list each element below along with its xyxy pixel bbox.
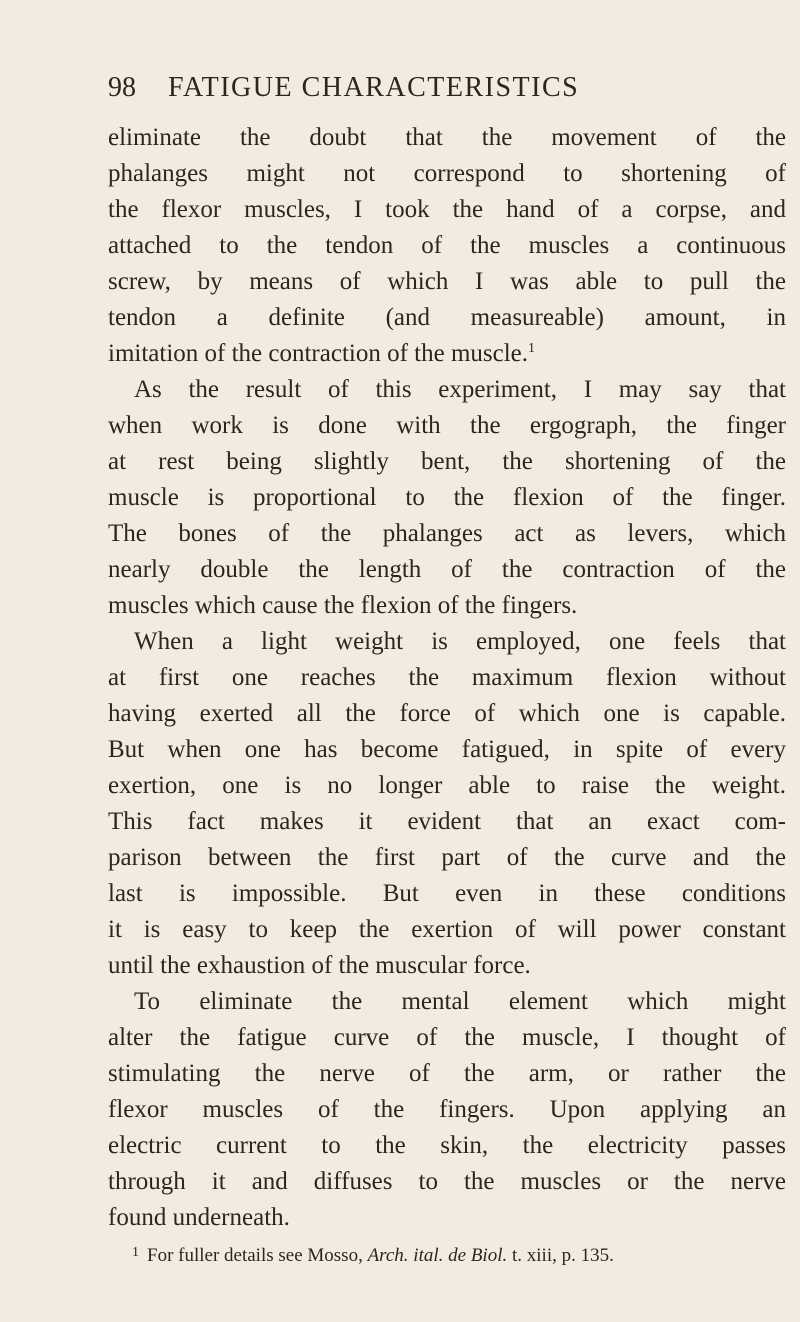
text-line-content: To eliminate the mental element which might <box>134 988 786 1015</box>
running-head <box>108 72 786 116</box>
running-title: FATIGUE CHARACTERISTICS <box>168 72 580 103</box>
text-line-content: But when one has become fatigued, in spite of every <box>108 736 786 763</box>
text-line <box>108 984 786 1020</box>
text-line-content: last is impossible. But even in these conditions <box>108 880 786 907</box>
footnote-mark: 1 <box>132 1245 139 1260</box>
text-line-content: alter the fatigue curve of the muscle, I thought of <box>108 1024 786 1051</box>
text-line-content: screw, by means of which I was able to pull the <box>108 268 786 295</box>
text-line <box>108 408 786 444</box>
text-line <box>108 948 786 984</box>
text-line <box>108 588 786 624</box>
footnote-journal: Arch. ital. de Biol. <box>367 1245 508 1266</box>
text-line-content: attached to the tendon of the muscles a continuous <box>108 232 786 259</box>
text-line <box>108 876 786 912</box>
text-line-content: exertion, one is no longer able to raise the weight. <box>108 772 786 799</box>
text-line <box>108 912 786 948</box>
text-line-content: when work is done with the ergograph, the finger <box>108 412 786 439</box>
text-line <box>108 696 786 732</box>
footnote <box>108 1240 786 1269</box>
text-line-content: muscle is proportional to the flexion of the finger. <box>108 484 786 511</box>
text-line-content: at rest being slightly bent, the shortening of the <box>108 448 786 475</box>
paragraph <box>108 120 786 372</box>
text-line-content: electric current to the skin, the electricity passes <box>108 1132 786 1159</box>
text-line <box>108 372 786 408</box>
text-line <box>108 768 786 804</box>
text-line <box>108 336 786 372</box>
text-line <box>108 1056 786 1092</box>
paragraph <box>108 624 786 984</box>
text-line <box>108 264 786 300</box>
text-line-content: parison between the first part of the curve and the <box>108 844 786 871</box>
text-line <box>108 1020 786 1056</box>
paragraph <box>108 984 786 1236</box>
text-line-content: having exerted all the force of which one is capable. <box>108 700 786 727</box>
text-line-content: When a light weight is employed, one feels that <box>134 628 786 655</box>
footnote-suffix: t. xiii, p. 135. <box>507 1245 614 1266</box>
text-line-content: As the result of this experiment, I may say that <box>134 376 786 403</box>
text-line <box>108 480 786 516</box>
text-line <box>108 804 786 840</box>
text-line <box>108 156 786 192</box>
footnote-reference[interactable]: 1 <box>528 341 536 356</box>
text-line-content: flexor muscles of the fingers. Upon applying an <box>108 1096 786 1123</box>
text-line <box>108 552 786 588</box>
paragraph <box>108 372 786 624</box>
text-line <box>108 444 786 480</box>
text-line <box>108 516 786 552</box>
text-line-content: The bones of the phalanges act as levers, which <box>108 520 786 547</box>
text-line-content: through it and diffuses to the muscles or the nerve <box>108 1168 786 1195</box>
body-text <box>108 120 786 1236</box>
text-line <box>108 840 786 876</box>
text-line-content: muscles which cause the flexion of the fingers. <box>108 592 578 619</box>
text-line-content: at first one reaches the maximum flexion without <box>108 664 786 691</box>
text-line-content: stimulating the nerve of the arm, or rather the <box>108 1060 786 1087</box>
text-line <box>108 192 786 228</box>
text-line <box>108 660 786 696</box>
footnote-prefix: For fuller details see Mosso, <box>147 1245 368 1266</box>
text-line-content: This fact makes it evident that an exact com- <box>108 808 786 835</box>
text-line <box>108 1128 786 1164</box>
text-line-content: nearly double the length of the contraction of the <box>108 556 786 583</box>
page-number: 98 <box>108 72 136 103</box>
text-line <box>108 1092 786 1128</box>
text-line <box>108 120 786 156</box>
text-line <box>108 732 786 768</box>
text-line <box>108 624 786 660</box>
text-line-content: phalanges might not correspond to shortening of <box>108 160 786 187</box>
text-line <box>108 1164 786 1200</box>
text-line <box>108 228 786 264</box>
text-line-content: eliminate the doubt that the movement of the <box>108 124 786 151</box>
text-line-content: found underneath. <box>108 1204 290 1231</box>
text-line-content: the flexor muscles, I took the hand of a corpse, and <box>108 196 786 223</box>
text-line <box>108 1200 786 1236</box>
book-page <box>108 72 786 1269</box>
text-line-content: it is easy to keep the exertion of will power constant <box>108 916 786 943</box>
text-line <box>108 300 786 336</box>
text-line-content: tendon a definite (and measureable) amount, in <box>108 304 786 331</box>
text-line-content: until the exhaustion of the muscular force. <box>108 952 531 979</box>
text-line-content: imitation of the contraction of the muscle. <box>108 340 529 367</box>
